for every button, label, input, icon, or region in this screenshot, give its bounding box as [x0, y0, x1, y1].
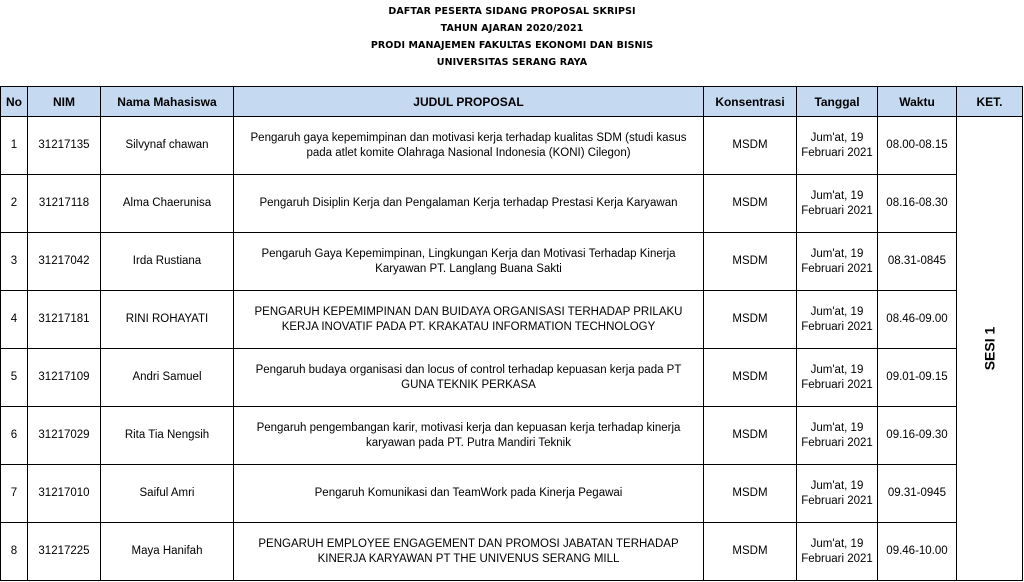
- cell-nama: Andri Samuel: [101, 349, 234, 407]
- cell-konsentrasi: MSDM: [704, 349, 797, 407]
- cell-tanggal: Jum'at, 19 Februari 2021: [797, 523, 878, 581]
- doc-title: DAFTAR PESERTA SIDANG PROPOSAL SKRIPSI: [388, 6, 636, 17]
- cell-no: 6: [1, 407, 28, 465]
- cell-nama: RINI ROHAYATI: [101, 291, 234, 349]
- document-header: [0, 0, 1024, 86]
- cell-ket-session: [957, 117, 1023, 581]
- cell-no: 7: [1, 465, 28, 523]
- cell-judul: Pengaruh pengembangan karir, motivasi kerja dan kepuasan kerja terhadap kinerja karyawan pada PT. Putra Mandiri Teknik: [234, 407, 704, 465]
- table-row: [1, 175, 1023, 233]
- cell-tanggal: Jum'at, 19 Februari 2021: [797, 349, 878, 407]
- col-header-konsentrasi: Konsentrasi: [704, 87, 797, 117]
- col-header-nim: NIM: [28, 87, 101, 117]
- cell-tanggal: Jum'at, 19 Februari 2021: [797, 291, 878, 349]
- cell-nim: 31217010: [28, 465, 101, 523]
- cell-waktu: 09.16-09.30: [878, 407, 957, 465]
- col-header-tanggal: Tanggal: [797, 87, 878, 117]
- col-header-no: No: [1, 87, 28, 117]
- table-row: [1, 523, 1023, 581]
- cell-konsentrasi: MSDM: [704, 465, 797, 523]
- cell-nama: Rita Tia Nengsih: [101, 407, 234, 465]
- cell-waktu: 09.31-0945: [878, 465, 957, 523]
- cell-nim: 31217109: [28, 349, 101, 407]
- cell-nama: Maya Hanifah: [101, 523, 234, 581]
- faculty-name: PRODI MANAJEMEN FAKULTAS EKONOMI DAN BISNIS: [370, 40, 654, 51]
- cell-tanggal: Jum'at, 19 Februari 2021: [797, 407, 878, 465]
- cell-konsentrasi: MSDM: [704, 407, 797, 465]
- cell-no: 8: [1, 523, 28, 581]
- table-header-row: [1, 87, 1023, 117]
- cell-waktu: 09.01-09.15: [878, 349, 957, 407]
- table-row: [1, 117, 1023, 175]
- cell-waktu: 08.31-0845: [878, 233, 957, 291]
- cell-tanggal: Jum'at, 19 Februari 2021: [797, 175, 878, 233]
- cell-no: 2: [1, 175, 28, 233]
- cell-tanggal: Jum'at, 19 Februari 2021: [797, 117, 878, 175]
- cell-no: 3: [1, 233, 28, 291]
- session-label: SESI 1: [981, 326, 997, 371]
- table-row: [1, 407, 1023, 465]
- col-header-waktu: Waktu: [878, 87, 957, 117]
- cell-no: 4: [1, 291, 28, 349]
- cell-nama: Saiful Amri: [101, 465, 234, 523]
- cell-konsentrasi: MSDM: [704, 291, 797, 349]
- table-row: [1, 465, 1023, 523]
- cell-waktu: 09.46-10.00: [878, 523, 957, 581]
- cell-nim: 31217042: [28, 233, 101, 291]
- participants-table: [0, 86, 1023, 581]
- cell-waktu: 08.00-08.15: [878, 117, 957, 175]
- cell-judul: Pengaruh Disiplin Kerja dan Pengalaman Kerja terhadap Prestasi Kerja Karyawan: [234, 175, 704, 233]
- cell-waktu: 08.46-09.00: [878, 291, 957, 349]
- col-header-nama: Nama Mahasiswa: [101, 87, 234, 117]
- cell-waktu: 08.16-08.30: [878, 175, 957, 233]
- cell-nama: Alma Chaerunisa: [101, 175, 234, 233]
- cell-judul: Pengaruh Gaya Kepemimpinan, Lingkungan Kerja dan Motivasi Terhadap Kinerja Karyawan PT. Langlang Buana Sakti: [234, 233, 704, 291]
- cell-konsentrasi: MSDM: [704, 523, 797, 581]
- cell-konsentrasi: MSDM: [704, 233, 797, 291]
- cell-nim: 31217135: [28, 117, 101, 175]
- university-name: UNIVERSITAS SERANG RAYA: [436, 57, 588, 68]
- cell-no: 5: [1, 349, 28, 407]
- cell-judul: PENGARUH EMPLOYEE ENGAGEMENT DAN PROMOSI JABATAN TERHADAP KINERJA KARYAWAN PT THE UNIVENUS SERANG MILL: [234, 523, 704, 581]
- cell-nama: Silvynaf chawan: [101, 117, 234, 175]
- cell-judul: PENGARUH KEPEMIMPINAN DAN BUIDAYA ORGANISASI TERHADAP PRILAKU KERJA INOVATIF PADA PT. KRAKATAU INFORMATION TECHNOLOGY: [234, 291, 704, 349]
- cell-judul: Pengaruh budaya organisasi dan locus of control terhadap kepuasan kerja pada PT GUNA TEKNIK PERKASA: [234, 349, 704, 407]
- cell-nim: 31217181: [28, 291, 101, 349]
- academic-year: TAHUN AJARAN 2020/2021: [440, 23, 584, 34]
- cell-no: 1: [1, 117, 28, 175]
- table-row: [1, 233, 1023, 291]
- cell-nim: 31217225: [28, 523, 101, 581]
- table-row: [1, 291, 1023, 349]
- table-row: [1, 349, 1023, 407]
- col-header-judul: JUDUL PROPOSAL: [234, 87, 704, 117]
- cell-tanggal: Jum'at, 19 Februari 2021: [797, 233, 878, 291]
- col-header-ket: KET.: [957, 87, 1023, 117]
- cell-nim: 31217118: [28, 175, 101, 233]
- cell-nama: Irda Rustiana: [101, 233, 234, 291]
- cell-tanggal: Jum'at, 19 Februari 2021: [797, 465, 878, 523]
- cell-konsentrasi: MSDM: [704, 175, 797, 233]
- cell-nim: 31217029: [28, 407, 101, 465]
- cell-konsentrasi: MSDM: [704, 117, 797, 175]
- cell-judul: Pengaruh gaya kepemimpinan dan motivasi kerja terhadap kualitas SDM (studi kasus pada atlet komite Olahraga Nasional Indonesia (KONI) Cilegon): [234, 117, 704, 175]
- cell-judul: Pengaruh Komunikasi dan TeamWork pada Kinerja Pegawai: [234, 465, 704, 523]
